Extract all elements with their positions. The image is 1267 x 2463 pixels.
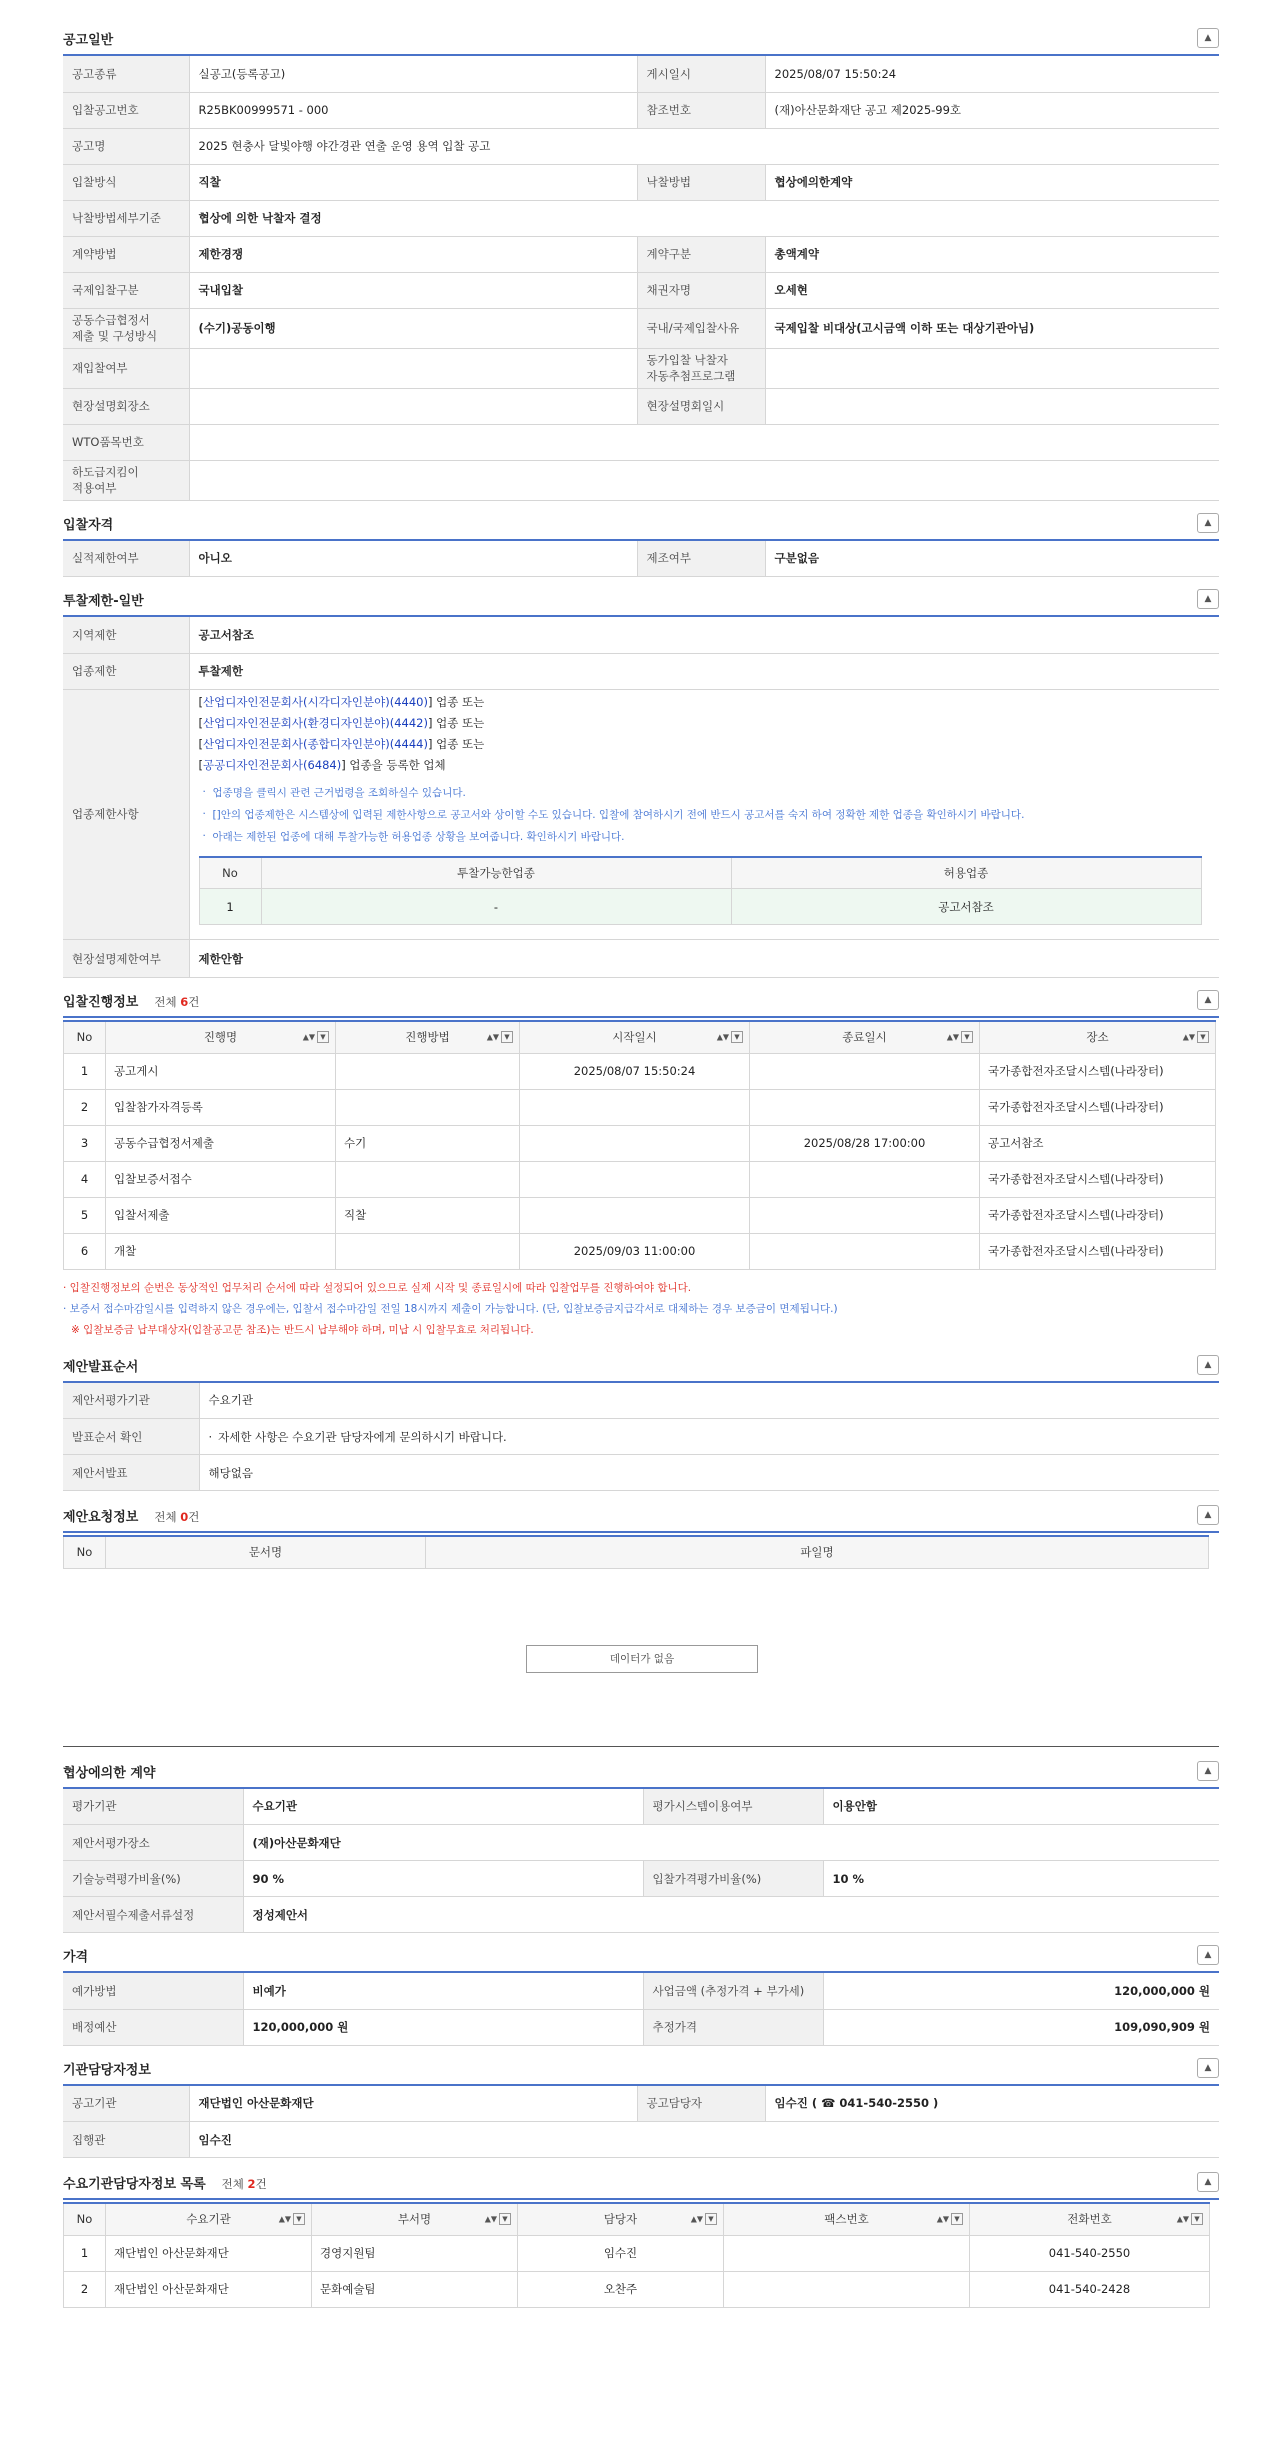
table-cell: 2 [64,1089,106,1125]
request-title: 제안요청정보 [63,1510,139,1525]
field-label: 지역제한 [63,617,189,653]
empty-message: 데이터가 없음 [526,1645,758,1673]
license-item: [산업디자인전문회사(종합디자인분야)(4444)] 업종 또는 [198,736,485,751]
field-value: (재)아산문화재단 [243,1825,1219,1861]
chevron-up-icon[interactable]: ▲ [1197,1355,1219,1375]
field-value [189,460,1219,500]
field-value: 10 % [823,1861,1219,1897]
field-value: 비예가 [243,1973,643,2009]
table-cell: 재단법인 아산문화재단 [106,2271,312,2307]
column-header: No [64,1021,106,1053]
table-cell: 1 [199,889,261,925]
field-label: 재입찰여부 [63,348,189,388]
column-header: No [199,857,261,889]
table-cell: - [261,889,731,925]
table-cell: 재단법인 아산문화재단 [106,2235,312,2271]
chevron-up-icon[interactable]: ▲ [1197,990,1219,1010]
agency-table [63,2086,1219,2159]
negotiation-table [63,1789,1219,1934]
field-label: 계약구분 [637,236,765,272]
field-value: 아니오 [189,541,637,577]
sort-arrows-icon[interactable]: ▲▼ ▼ [487,1031,513,1043]
table-row [64,1233,1216,1269]
qualification-title: 입찰자격 [63,517,114,533]
progress-note: · 보증서 접수마감일시를 입력하지 않은 경우에는, 입찰서 접수마감일 전일 18시까지 제출이 가능합니다. (단, 입찰보증금지급각서로 대체하는 경우 보증금이 면제됩니다.) [63,1302,838,1315]
table-cell [750,1053,980,1089]
request-count: 전체 0건 [154,1510,200,1524]
table-cell: 국가종합전자조달시스템(나라장터) [980,1161,1216,1197]
field-value: 국내입찰 [189,272,637,308]
field-label: 제안서필수제출서류설정 [63,1897,243,1933]
sort-arrows-icon[interactable]: ▲▼ ▼ [717,1031,743,1043]
column-header[interactable]: 전화번호 ▲▼ ▼ [970,2203,1210,2235]
table-cell: 국가종합전자조달시스템(나라장터) [980,1233,1216,1269]
field-value: 2025/08/07 15:50:24 [765,56,1219,92]
field-value: 투찰제한 [189,653,1219,689]
qualification-header [63,513,1219,541]
price-header [63,1945,1219,1973]
field-value: (재)아산문화재단 공고 제2025-99호 [765,92,1219,128]
industry-detail [189,689,1219,940]
field-value: 109,090,909 원 [823,2009,1219,2045]
column-header[interactable]: 부서명 ▲▼ ▼ [312,2203,518,2235]
table-cell: 공동수급협정서제출 [106,1125,336,1161]
field-value: 협상에 의한 낙찰자 결정 [189,200,1219,236]
field-label: 국제입찰구분 [63,272,189,308]
presentation-table [63,1383,1219,1492]
field-label: 공고종류 [63,56,189,92]
column-header: 투찰가능한업종 [261,857,731,889]
negotiation-row [63,1789,1219,1825]
field-label: 동가입찰 낙찰자 자동추첨프로그램 [637,348,765,388]
table-cell: 공고서참조 [980,1125,1216,1161]
progress-table [63,1020,1216,1270]
general-row [63,92,1219,128]
table-cell [520,1161,750,1197]
qualification-table [63,541,1219,578]
general-row [63,348,1219,388]
sort-arrows-icon[interactable]: ▲▼ ▼ [1183,1031,1209,1043]
sort-arrows-icon[interactable]: ▲▼ ▼ [485,2213,511,2225]
general-row [63,308,1219,348]
field-label: 평가시스템이용여부 [643,1789,823,1825]
field-value: 120,000,000 원 [243,2009,643,2045]
field-label: 제안서발표 [63,1455,199,1491]
column-header[interactable]: 진행방법 ▲▼ ▼ [336,1021,520,1053]
sort-arrows-icon[interactable]: ▲▼ ▼ [279,2213,305,2225]
agency-row [63,2086,1219,2122]
table-cell: 3 [64,1125,106,1161]
sort-arrows-icon[interactable]: ▲▼ ▼ [947,1031,973,1043]
negotiation-row [63,1825,1219,1861]
table-cell [336,1233,520,1269]
column-header: No [64,1536,106,1568]
general-row [63,128,1219,164]
table-row [64,1125,1216,1161]
progress-count: 전체 6건 [154,995,200,1009]
field-label: 하도급지킴이 적용여부 [63,460,189,500]
field-label: 발표순서 확인 [63,1419,199,1455]
field-label: 채권자명 [637,272,765,308]
field-value: 90 % [243,1861,643,1897]
field-label: 업종제한사항 [63,689,189,940]
license-link[interactable]: 산업디자인전문회사(환경디자인분야)(4442) [203,715,428,730]
field-label: 추정가격 [643,2009,823,2045]
field-value [765,348,1219,388]
table-cell: 입찰참가자격등록 [106,1089,336,1125]
field-value: 제한경쟁 [189,236,637,272]
contacts-title: 수요기관담당자정보 목록 [63,2177,206,2192]
field-value: · 자세한 사항은 수요기관 담당자에게 문의하시기 바랍니다. [199,1419,1219,1455]
table-cell [724,2271,970,2307]
field-label: 게시일시 [637,56,765,92]
table-row [64,1161,1216,1197]
chevron-up-icon[interactable]: ▲ [1197,2058,1219,2078]
column-header[interactable]: 종료일시 ▲▼ ▼ [750,1021,980,1053]
field-value: 제한안함 [189,940,1219,978]
table-cell: 1 [64,1053,106,1089]
table-cell: 임수진 [518,2235,724,2271]
table-row [64,2271,1210,2307]
field-label: 배정예산 [63,2009,243,2045]
sort-arrows-icon[interactable]: ▲▼ ▼ [691,2213,717,2225]
field-label: 입찰가격평가비율(%) [643,1861,823,1897]
table-cell [336,1089,520,1125]
table-cell: 국가종합전자조달시스템(나라장터) [980,1053,1216,1089]
price-row [63,1973,1219,2009]
field-label: 예가방법 [63,1973,243,2009]
column-header[interactable]: 담당자 ▲▼ ▼ [518,2203,724,2235]
field-label: 제안서평가기관 [63,1383,199,1419]
field-value: 구분없음 [765,541,1219,577]
table-cell [750,1161,980,1197]
general-row [63,200,1219,236]
table-cell: 입찰서제출 [106,1197,336,1233]
presentation-title: 제안발표순서 [63,1359,139,1375]
table-cell: 041-540-2428 [970,2271,1210,2307]
table-cell: 입찰보증서접수 [106,1161,336,1197]
field-label: 계약방법 [63,236,189,272]
table-cell: 국가종합전자조달시스템(나라장터) [980,1197,1216,1233]
table-cell: 041-540-2550 [970,2235,1210,2271]
field-value: R25BK00999571 - 000 [189,92,637,128]
field-value: 공고서참조 [189,617,1219,653]
general-row [63,164,1219,200]
restriction-note: · []안의 업종제한은 시스템상에 입력된 제한사항으로 공고서와 상이할 수도 있습니다. 입찰에 참여하시기 전에 반드시 공고서를 숙지 하여 정확한 제한 업종을 확인하시기 바랍니다. [199,804,1211,826]
field-label: 제안서평가장소 [63,1825,243,1861]
field-value: 국제입찰 비대상(고시금액 이하 또는 대상기관아님) [765,308,1219,348]
negotiation-title: 협상에의한 계약 [63,1765,156,1781]
price-table [63,1973,1219,2046]
license-item: [산업디자인전문회사(환경디자인분야)(4442)] 업종 또는 [198,715,485,730]
field-value [189,388,637,424]
table-cell: 오찬주 [518,2271,724,2307]
field-label: WTO품목번호 [63,424,189,460]
table-row [64,2235,1210,2271]
field-label: 공고담당자 [637,2086,765,2122]
general-row [63,272,1219,308]
column-header[interactable]: 수요기관 ▲▼ ▼ [106,2203,312,2235]
table-cell [520,1125,750,1161]
field-value: 실공고(등록공고) [189,56,637,92]
request-header [63,1505,1219,1533]
progress-note: · 입찰진행정보의 순번은 동상적인 업무처리 순서에 따라 설정되어 있으므로 실제 시작 및 종료일시에 따라 입찰업무를 진행하여야 합니다. [63,1281,692,1294]
table-cell: 6 [64,1233,106,1269]
table-cell: 공고게시 [106,1053,336,1089]
column-header[interactable]: 팩스번호 ▲▼ ▼ [724,2203,970,2235]
field-value: 협상에의한계약 [765,164,1219,200]
license-link[interactable]: 산업디자인전문회사(종합디자인분야)(4444) [203,736,428,751]
field-label: 현장설명제한여부 [63,940,189,978]
chevron-up-icon[interactable]: ▲ [1197,1761,1219,1781]
general-table [63,56,1219,501]
field-value: 수요기관 [243,1789,643,1825]
general-title: 공고일반 [63,33,114,48]
license-item: [산업디자인전문회사(시각디자인분야)(4440)] 업종 또는 [198,694,485,709]
table-row [64,1089,1216,1125]
table-cell: 2025/08/07 15:50:24 [520,1053,750,1089]
table-cell [750,1197,980,1233]
table-cell [520,1197,750,1233]
general-row [63,236,1219,272]
field-label: 평가기관 [63,1789,243,1825]
field-value: 정성제안서 [243,1897,1219,1933]
field-label: 업종제한 [63,653,189,689]
table-cell: 경영지원팀 [312,2235,518,2271]
column-header: No [64,2203,106,2235]
field-value: 120,000,000 원 [823,1973,1219,2009]
negotiation-header [63,1761,1219,1789]
table-cell: 2025/08/28 17:00:00 [750,1125,980,1161]
table-cell [750,1233,980,1269]
table-cell: 1 [64,2235,106,2271]
license-link[interactable]: 산업디자인전문회사(시각디자인분야)(4440) [203,694,428,709]
contacts-count: 전체 2건 [221,2177,267,2191]
table-cell: 2025/09/03 11:00:00 [520,1233,750,1269]
table-row [64,1053,1216,1089]
progress-warning: ※ 입찰보증금 납부대상자(입찰공고문 참조)는 반드시 납부해야 하며, 미납 시 입찰무효로 처리됩니다. [71,1323,534,1336]
field-label: 낙찰방법세부기준 [63,200,189,236]
table-cell [336,1053,520,1089]
column-header[interactable]: 진행명 ▲▼ ▼ [106,1021,336,1053]
progress-header [63,990,1219,1018]
chevron-up-icon[interactable]: ▲ [1197,2172,1219,2192]
field-value: 오세현 [765,272,1219,308]
field-value: (수기)공동이행 [189,308,637,348]
contacts-header [63,2172,1219,2200]
chevron-up-icon[interactable]: ▲ [1197,28,1219,48]
restriction-note: · 아래는 제한된 업종에 대해 투찰가능한 허용업종 상황을 보여줍니다. 확인하시기 바랍니다. [199,826,1211,848]
field-label: 실적제한여부 [63,541,189,577]
license-item: [공공디자인전문회사(6484)] 업종을 등록한 업체 [198,757,446,772]
field-value [189,348,637,388]
table-cell [750,1089,980,1125]
general-header [63,28,1219,56]
restriction-header [63,589,1219,617]
table-cell: 직찰 [336,1197,520,1233]
price-title: 가격 [63,1950,89,1965]
field-label: 참조번호 [637,92,765,128]
field-value: 2025 현충사 달빛야행 야간경관 연출 운영 용역 입찰 공고 [189,128,1219,164]
table-cell: 2 [64,2271,106,2307]
field-label: 사업금액 (추정가격 + 부가세) [643,1973,823,2009]
general-row [63,460,1219,500]
license-link[interactable]: 공공디자인전문회사(6484) [203,757,342,772]
request-table [63,1535,1209,1569]
table-cell: 개찰 [106,1233,336,1269]
column-header: 허용업종 [731,857,1201,889]
field-value: 이용안함 [823,1789,1219,1825]
sort-arrows-icon[interactable]: ▲▼ ▼ [937,2213,963,2225]
field-label: 낙찰방법 [637,164,765,200]
table-cell: 5 [64,1197,106,1233]
table-cell: 문화예술팀 [312,2271,518,2307]
agency-row [63,2122,1219,2158]
field-value: 직찰 [189,164,637,200]
chevron-up-icon[interactable]: ▲ [1197,1945,1219,1965]
field-value [189,424,1219,460]
field-label: 현장설명회일시 [637,388,765,424]
sort-arrows-icon[interactable]: ▲▼ ▼ [303,1031,329,1043]
restriction-note: · 업종명을 클릭시 관련 근거법령을 조회하실수 있습니다. [199,782,1211,804]
table-cell: 수기 [336,1125,520,1161]
field-label: 제조여부 [637,541,765,577]
field-value: 재단법인 아산문화재단 [189,2086,637,2122]
column-header: 파일명 [426,1536,1209,1568]
field-value: 임수진 [189,2122,1219,2158]
field-label: 공고기관 [63,2086,189,2122]
table-row [199,889,1201,925]
field-value: 수요기관 [199,1383,1219,1419]
table-row [64,1197,1216,1233]
negotiation-row [63,1897,1219,1933]
chevron-up-icon[interactable]: ▲ [1197,513,1219,533]
field-label: 공동수급협정서 제출 및 구성방식 [63,308,189,348]
general-row [63,56,1219,92]
progress-title: 입찰진행정보 [63,995,139,1010]
field-value [765,388,1219,424]
negotiation-row [63,1861,1219,1897]
allowed-industry-table [199,856,1202,926]
general-row [63,388,1219,424]
field-label: 국내/국제입찰사유 [637,308,765,348]
table-cell: 공고서참조 [731,889,1201,925]
contacts-table [63,2202,1210,2308]
table-cell [724,2235,970,2271]
table-cell: 국가종합전자조달시스템(나라장터) [980,1089,1216,1125]
field-value: 임수진 ( ☎ 041-540-2550 ) [765,2086,1219,2122]
column-header: 문서명 [106,1536,426,1568]
column-header[interactable]: 장소 ▲▼ ▼ [980,1021,1216,1053]
field-label: 입찰공고번호 [63,92,189,128]
field-label: 현장설명회장소 [63,388,189,424]
agency-header [63,2058,1219,2086]
field-value: 총액계약 [765,236,1219,272]
table-cell [520,1089,750,1125]
table-cell: 4 [64,1161,106,1197]
chevron-up-icon[interactable]: ▲ [1197,1505,1219,1525]
sort-arrows-icon[interactable]: ▲▼ ▼ [1177,2213,1203,2225]
table-cell [336,1161,520,1197]
restriction-title: 투찰제한-일반 [63,594,144,609]
column-header[interactable]: 시작일시 ▲▼ ▼ [520,1021,750,1053]
field-value: 해당없음 [199,1455,1219,1491]
price-row [63,2009,1219,2045]
general-row [63,424,1219,460]
field-label: 공고명 [63,128,189,164]
restriction-table [63,617,1219,978]
qualification-row [63,541,1219,577]
chevron-up-icon[interactable]: ▲ [1197,589,1219,609]
empty-area [63,1569,1219,1747]
field-label: 기술능력평가비율(%) [63,1861,243,1897]
field-label: 입찰방식 [63,164,189,200]
field-label: 집행관 [63,2122,189,2158]
agency-title: 기관담당자정보 [63,2062,151,2078]
presentation-header [63,1355,1219,1383]
